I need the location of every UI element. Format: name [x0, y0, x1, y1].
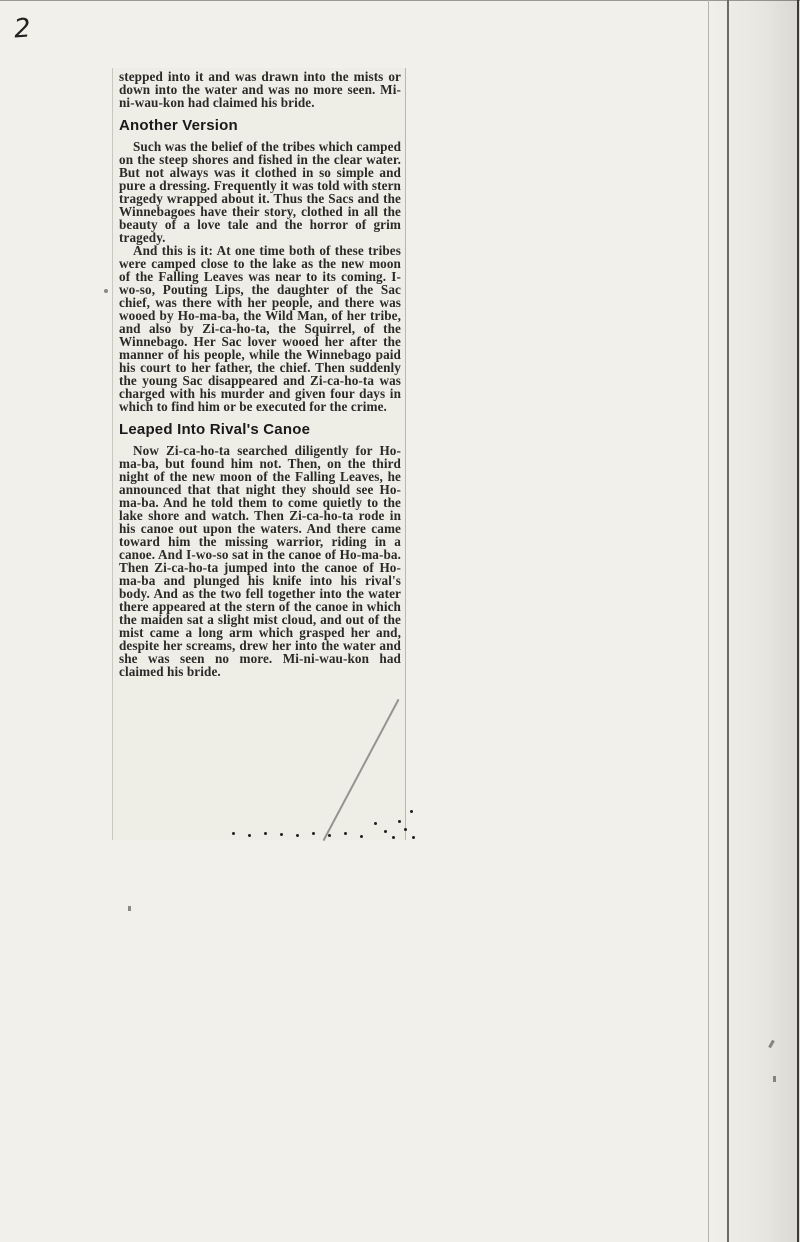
dot — [232, 832, 235, 835]
newspaper-clipping — [112, 68, 406, 840]
dot — [374, 822, 377, 825]
dot — [344, 832, 347, 835]
scan-edge-shadow — [704, 0, 800, 1242]
dot — [398, 820, 401, 823]
scan-edge-line — [797, 0, 799, 1242]
dot — [360, 835, 363, 838]
page-number: 2 — [12, 13, 32, 45]
intro-paragraph: stepped into it and was drawn into the mists or down into the water and was no more seen. Mi-ni-wau-kon had claimed his bride. — [119, 69, 401, 110]
paragraph-story: And this is it: At one time both of these tribes were camped close to the lake as the new moon of the Falling Leaves was near to its coming. I-wo-so, Pouting Lips, the daughter of the Sac chief, was there with her people, and there was wooed by Ho-ma-ba, the Wild Man, of her tribe, and also by Zi-ca-ho-ta, the Squirrel, of the Winnebago. Her Sac lover wooed her after the manner of his people, while the Winnebago paid his court to her father, the chief. Then suddenly the young Sac disappeared and Zi-ca-ho-ta was charged with his murder and given four days in which to find him or be executed for the crime. — [119, 243, 401, 414]
dot — [312, 832, 315, 835]
dot — [410, 810, 413, 813]
section-heading-leaped-into-canoe: Leaped Into Rival's Canoe — [119, 421, 311, 438]
dot — [296, 834, 299, 837]
article-column — [119, 70, 401, 678]
dot — [248, 834, 251, 837]
perforation-dots — [228, 806, 418, 842]
ink-speck — [128, 906, 131, 911]
dot — [412, 836, 415, 839]
ink-speck — [104, 289, 108, 293]
scan-edge-line — [727, 0, 729, 1242]
paragraph-search: Now Zi-ca-ho-ta searched diligently for Ho-ma-ba, but found him not. Then, on the third night of the new moon of the Falling Leaves, he announced that that night they should see Ho-ma-ba. And he told them to come quietly to the lake shore and watch. Then Zi-ca-ho-ta rode in his canoe out upon the waters. And there came toward him the missing warrior, riding in a canoe. And I-wo-so sat in the canoe of Ho-ma-ba. Then Zi-ca-ho-ta jumped into the canoe of Ho-ma-ba and plunged his knife into his rival's body. And as the two fell together into the water there appeared at the stern of the canoe in which the maiden sat a slight mist cloud, and out of the mist came a long arm which grasped her and, despite her screams, drew her into the water and she was seen no more. Mi-ni-wau-kon had claimed his bride. — [119, 443, 401, 679]
dot — [392, 836, 395, 839]
dot — [404, 828, 407, 831]
scan-edge-line — [708, 0, 709, 1242]
dot — [264, 832, 267, 835]
top-edge — [0, 0, 800, 1]
ink-speck — [773, 1076, 776, 1082]
paragraph-belief: Such was the belief of the tribes which camped on the steep shores and fished in the clear water. But not always was it clothed in so simple and pure a dressing. Frequently it was told with stern tragedy wrapped about it. Thus the Sacs and the Winnebagoes have their story, clothed in all the beauty of a love tale and the horror of grim tragedy. — [119, 139, 401, 245]
section-heading-another-version: Another Version — [119, 117, 238, 134]
dot — [384, 830, 387, 833]
dot — [280, 833, 283, 836]
dot — [328, 834, 331, 837]
